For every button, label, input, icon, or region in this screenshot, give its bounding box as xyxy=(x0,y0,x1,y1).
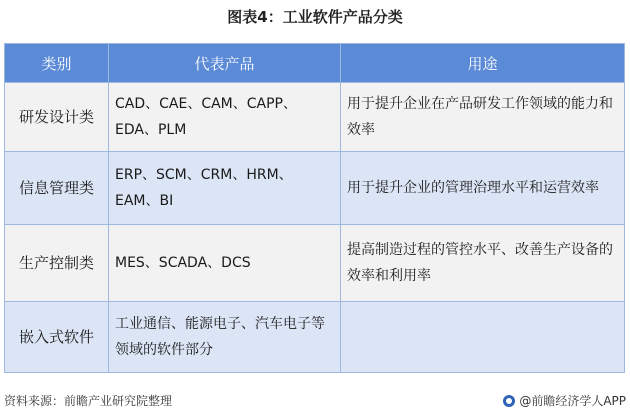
brand-logo-icon xyxy=(503,395,515,407)
table-row xyxy=(5,83,625,152)
products-cell: MES、SCADA、DCS xyxy=(109,225,341,302)
brand-watermark xyxy=(503,392,626,409)
usage-cell: 用于提升企业的管理治理水平和运营效率 xyxy=(341,152,625,225)
source-note: 资料来源：前瞻产业研究院整理 xyxy=(4,394,173,408)
products-cell: 工业通信、能源电子、汽车电子等领域的软件部分 xyxy=(109,302,341,373)
product-classification-table-wrapper xyxy=(4,43,624,373)
table-row xyxy=(5,302,625,373)
table-row xyxy=(5,225,625,302)
usage-cell xyxy=(341,302,625,373)
usage-cell: 提高制造过程的管控水平、改善生产设备的效率和利用率 xyxy=(341,225,625,302)
table-header-row xyxy=(5,44,625,83)
header-category: 类别 xyxy=(5,44,109,83)
table-row xyxy=(5,152,625,225)
usage-cell: 用于提升企业在产品研发工作领域的能力和效率 xyxy=(341,83,625,152)
products-cell: CAD、CAE、CAM、CAPP、EDA、PLM xyxy=(109,83,341,152)
products-cell: ERP、SCM、CRM、HRM、EAM、BI xyxy=(109,152,341,225)
header-usage: 用途 xyxy=(341,44,625,83)
figure-title: 图表4：工业软件产品分类 xyxy=(227,8,403,26)
category-cell: 嵌入式软件 xyxy=(5,302,109,373)
product-classification-table xyxy=(4,43,625,373)
category-cell: 研发设计类 xyxy=(5,83,109,152)
header-products: 代表产品 xyxy=(109,44,341,83)
category-cell: 生产控制类 xyxy=(5,225,109,302)
brand-label: @前瞻经济学人APP xyxy=(519,394,626,408)
category-cell: 信息管理类 xyxy=(5,152,109,225)
